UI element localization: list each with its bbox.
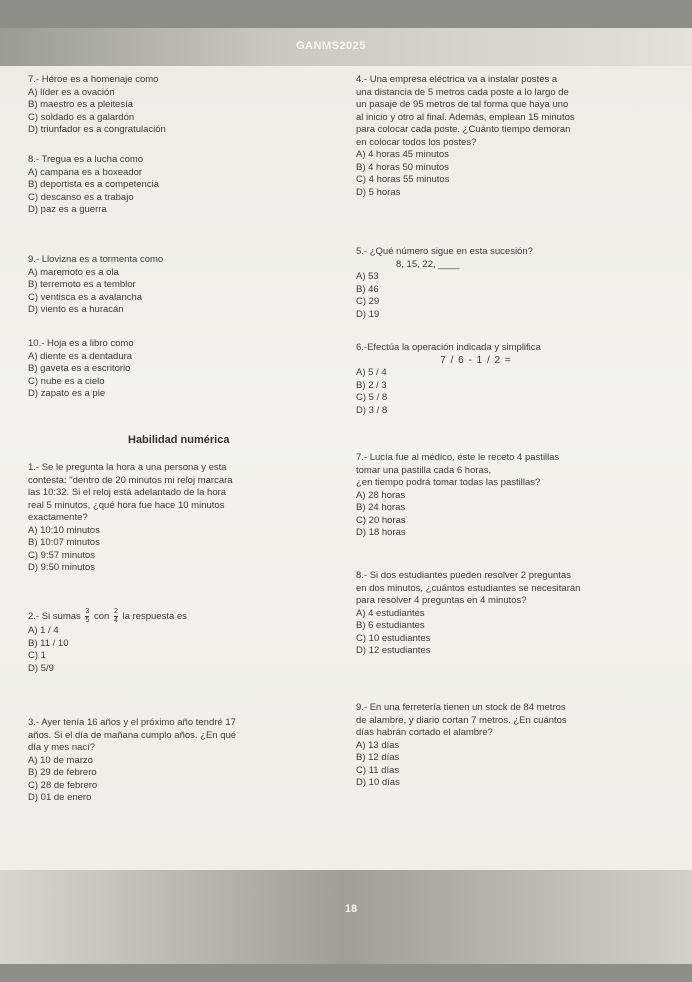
question-line: tomar una pastilla cada 6 horas, [356, 464, 492, 476]
option: A) 10:10 minutos [28, 524, 100, 536]
option: D) triunfador es a congratulación [28, 124, 166, 135]
analogy-question-10 [28, 338, 328, 401]
numeric-question-9 [356, 702, 656, 790]
option: B) 12 días [356, 752, 400, 763]
numeric-question-5 [356, 246, 656, 321]
numeric-question-6 [356, 342, 656, 417]
option: A) diente es a dentadura [28, 350, 133, 362]
option: D) 9:50 minutos [28, 562, 96, 573]
option: D) 10 días [356, 777, 400, 788]
question-line: en colocar todos los postes? [356, 136, 477, 148]
option: B) 24 horas [356, 502, 406, 513]
option: C) 5 / 8 [356, 392, 388, 403]
question-prefix: 2.- Si sumas [28, 611, 81, 623]
option: C) 11 días [356, 764, 400, 776]
question-line: 1.- Se le pregunta la hora a una persona y esta [28, 462, 227, 473]
option: C) soldado es a galardón [28, 111, 135, 123]
question-text: 7.- Héroe es a homenaje como [28, 74, 159, 85]
question-text: 10.- Hoja es a libro como [28, 338, 134, 349]
option: C) 4 horas 55 minutos [356, 174, 450, 185]
option: B) 46 [356, 283, 379, 295]
numeric-question-8 [356, 570, 656, 658]
option: D) viento es a huracán [28, 304, 124, 315]
option: D) 5 horas [356, 186, 401, 198]
option: C) 20 horas [356, 514, 406, 526]
option: C) descanso es a trabajo [28, 191, 134, 203]
question-line: 6.-Efectúa la operación indicada y simplifica [356, 342, 541, 353]
question-line: 4.- Una empresa eléctrica va a instalar postes a [356, 74, 558, 85]
page-number: 18 [344, 903, 358, 915]
option: C) ventisca es a avalancha [28, 291, 143, 303]
option: D) 3 / 8 [356, 404, 388, 416]
option: A) 4 horas 45 minutos [356, 149, 449, 160]
question-line: de alambre, y diario cortan 7 metros. ¿En cuántos [356, 714, 567, 726]
option: D) 18 horas [356, 527, 406, 538]
question-suffix: la respuesta es [122, 611, 187, 623]
option: C) 29 [356, 296, 380, 307]
page-footer-band [0, 870, 692, 964]
option: A) líder es a ovación [28, 86, 115, 98]
fraction-2: $\frac{2}{4}$ [113, 608, 118, 624]
question-line: un pasaje de 95 metros de tal forma que haya uno [356, 99, 569, 110]
sequence: 8, 15, 22, ____ [396, 258, 460, 270]
question-line: 8.- Si dos estudiantes pueden resolver 2 preguntas [356, 570, 571, 581]
option: C) 1 [28, 650, 46, 661]
option: D) zapato es a pie [28, 388, 106, 399]
question-line [28, 608, 328, 625]
option: B) 11 / 10 [28, 637, 69, 649]
option: D) 5/9 [28, 662, 54, 674]
question-line: una distancia de 5 metros cada poste a lo largo de [356, 86, 569, 98]
option: B) maestro es a pleitesía [28, 99, 134, 110]
option: B) 4 horas 50 minutos [356, 161, 449, 173]
question-line: días habrán cortado el alambre? [356, 727, 493, 738]
question-line: real 5 minutos, ¿qué hora fue hace 10 minutos [28, 499, 225, 511]
option: A) 5 / 4 [356, 367, 387, 378]
option: A) 28 horas [356, 489, 406, 501]
question-line: las 10:32. Si el reloj está adelantado de la hora [28, 487, 227, 498]
option: A) 1 / 4 [28, 625, 59, 636]
question-line: 7.- Lucía fue al médico, éste le receto 4 pastillas [356, 452, 560, 463]
header-title: GANMS2025 [296, 40, 366, 52]
question-text: 9.- Llovizna es a tormenta como [28, 254, 164, 265]
question-line: en dos minutos, ¿cuántos estudiantes se necesitarán [356, 582, 581, 594]
option: B) terremoto es a temblor [28, 279, 136, 290]
question-line: para resolver 4 preguntas en 4 minutos? [356, 595, 527, 606]
option: B) 6 estudiantes [356, 620, 425, 631]
numeric-question-7 [356, 452, 656, 540]
option: D) 12 estudiantes [356, 645, 431, 656]
option: B) 29 de febrero [28, 767, 97, 778]
numeric-question-3 [28, 717, 328, 805]
question-text: 8.- Tregua es a lucha como [28, 154, 144, 165]
option: B) 10:07 minutos [28, 537, 100, 548]
option: A) 10 de marzo [28, 754, 93, 766]
numeric-question-4 [356, 74, 656, 199]
option: A) 4 estudiantes [356, 607, 425, 619]
option: B) deportista es a competencia [28, 179, 159, 190]
option: A) campana es a boxeador [28, 166, 143, 178]
question-line: 3.- Ayer tenía 16 años y el próximo año tendré 17 [28, 717, 236, 728]
option: B) gaveta es a escritorio [28, 363, 131, 374]
question-line: para colocar cada poste. ¿Cuánto tiempo demoran [356, 124, 571, 135]
section-title: Habilidad numérica [128, 434, 230, 446]
option: C) 10 estudiantes [356, 632, 431, 644]
option: D) 01 de enero [28, 792, 92, 803]
option: A) 13 días [356, 739, 400, 751]
option: A) maremoto es a ola [28, 266, 119, 278]
numeric-question-2 [28, 608, 328, 675]
fraction-1: $\frac{3}{5}$ [85, 608, 90, 624]
operation-expression: 7 / 6 - 1 / 2 = [440, 354, 512, 366]
option: C) 9:57 minutos [28, 549, 96, 561]
question-line: exactamente? [28, 512, 88, 523]
option: D) paz es a guerra [28, 204, 107, 215]
question-line: años. Si el día de mañana cumplo años. ¿En qué [28, 729, 237, 741]
option: B) 2 / 3 [356, 379, 387, 391]
question-line: 9.- En una ferretería tienen un stock de 84 metros [356, 702, 566, 713]
question-line: contesta: "dentro de 20 minutos mi reloj marcara [28, 474, 233, 486]
analogy-question-9 [28, 254, 328, 317]
question-line: día y mes nací? [28, 742, 96, 753]
option: A) 53 [356, 271, 379, 282]
page-header-band [0, 28, 692, 66]
analogy-question-7 [28, 74, 328, 137]
question-line: al inicio y otro al final. Además, emplean 15 minutos [356, 111, 575, 123]
question-line: ¿en tiempo podrá tomar todas las pastillas? [356, 477, 541, 488]
question-line: 5.- ¿Qué número sigue en esta sucesión? [356, 246, 533, 257]
question-mid: con [93, 611, 110, 623]
option: C) 28 de febrero [28, 779, 98, 791]
exam-page [0, 28, 692, 964]
numeric-question-1 [28, 462, 328, 575]
analogy-question-8 [28, 154, 328, 217]
option: D) 19 [356, 308, 380, 320]
option: C) nube es a cielo [28, 375, 105, 387]
